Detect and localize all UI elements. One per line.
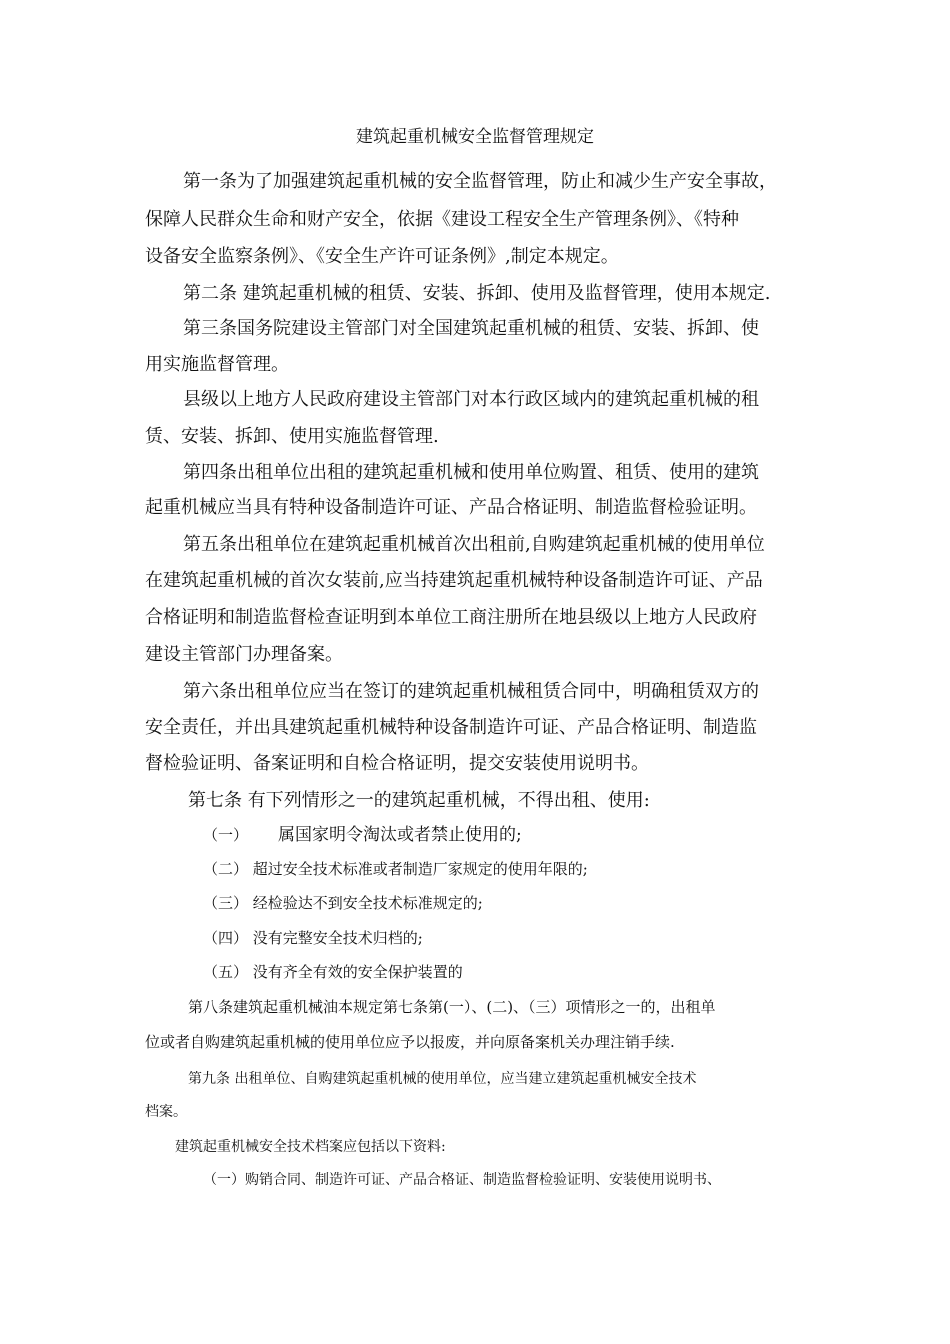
- paragraph-line: 第四条出租单位出租的建筑起重机械和使用单位购置、租赁、使用的建筑: [183, 462, 759, 483]
- list-item-number: （五）: [203, 963, 249, 981]
- paragraph-line: 第六条出租单位应当在签订的建筑起重机械租赁合同中，明确租赁双方的: [183, 681, 759, 702]
- paragraph-line: 第七条 有下列情形之一的建筑起重机械，不得出租、使用:: [188, 790, 650, 811]
- paragraph-line: 第五条出租单位在建筑起重机械首次出租前,自购建筑起重机械的使用单位: [183, 534, 765, 555]
- paragraph-line: 位或者自购建筑起重机械的使用单位应予以报废，并向原备案机关办理注销手续.: [145, 1033, 675, 1051]
- list-item-text: 属国家明令淘汰或者禁止使用的;: [278, 825, 522, 845]
- paragraph-line: 第三条国务院建设主管部门对全国建筑起重机械的租赁、安装、拆卸、使: [183, 318, 759, 339]
- paragraph-line: 起重机械应当具有特种设备制造许可证、产品合格证明、制造监督检验证明。: [145, 497, 757, 518]
- list-item-text: 没有齐全有效的安全保护装置的: [252, 963, 463, 981]
- list-item: [203, 856, 588, 882]
- paragraph-line: （一）购销合同、制造许可证、产品合格证、制造监督检验证明、安装使用说明书、: [203, 1172, 721, 1188]
- paragraph-line: 赁、安装、拆卸、使用实施监督管理.: [145, 426, 439, 447]
- list-item-number: （一）: [203, 826, 249, 844]
- paragraph-line: 安全责任，并出具建筑起重机械特种设备制造许可证、产品合格证明、制造监: [145, 717, 757, 738]
- paragraph-line: 第八条建筑起重机械油本规定第七条第(一）、(二)、（三）项情形之一的，出租单: [188, 998, 716, 1016]
- paragraph-line: 建设主管部门办理备案。: [145, 644, 343, 665]
- paragraph-line: 在建筑起重机械的首次女装前,应当持建筑起重机械特种设备制造许可证、产品: [145, 570, 763, 591]
- list-item-number: （三）: [203, 894, 249, 912]
- list-item: [203, 890, 483, 916]
- list-item-number: （二）: [203, 860, 249, 878]
- list-item-text: 超过安全技术标准或者制造厂家规定的使用年限的;: [252, 860, 588, 878]
- list-item: [203, 925, 423, 951]
- paragraph-line: 第一条为了加强建筑起重机械的安全监督管理，防止和减少生产安全事故，: [183, 171, 777, 192]
- paragraph-line: 合格证明和制造监督检查证明到本单位工商注册所在地县级以上地方人民政府: [145, 607, 757, 628]
- paragraph-line: 设备安全监察条例》、《安全生产许可证条例》,制定本规定。: [145, 246, 619, 267]
- list-item: [203, 959, 463, 985]
- paragraph-line: 建筑起重机械安全技术档案应包括以下资料:: [175, 1139, 446, 1155]
- paragraph-line: 保障人民群众生命和财产安全，依据《建设工程安全生产管理条例》、《特种: [145, 209, 739, 230]
- paragraph-line: 县级以上地方人民政府建设主管部门对本行政区域内的建筑起重机械的租: [183, 389, 759, 410]
- list-item: [203, 822, 522, 848]
- paragraph-line: 档案。: [145, 1104, 187, 1120]
- paragraph-line: 第二条 建筑起重机械的租赁、安装、拆卸、使用及监督管理，使用本规定.: [183, 283, 771, 304]
- document-title: 建筑起重机械安全监督管理规定: [356, 127, 594, 147]
- list-item-text: 没有完整安全技术归档的;: [252, 929, 423, 947]
- paragraph-line: 用实施监督管理。: [145, 354, 289, 375]
- paragraph-line: 督检验证明、备案证明和自检合格证明，提交安装使用说明书。: [145, 753, 649, 774]
- list-item-text: 经检验达不到安全技术标准规定的;: [252, 894, 483, 912]
- list-item-number: （四）: [203, 929, 249, 947]
- paragraph-line: 第九条 出租单位、自购建筑起重机械的使用单位，应当建立建筑起重机械安全技术: [188, 1071, 697, 1087]
